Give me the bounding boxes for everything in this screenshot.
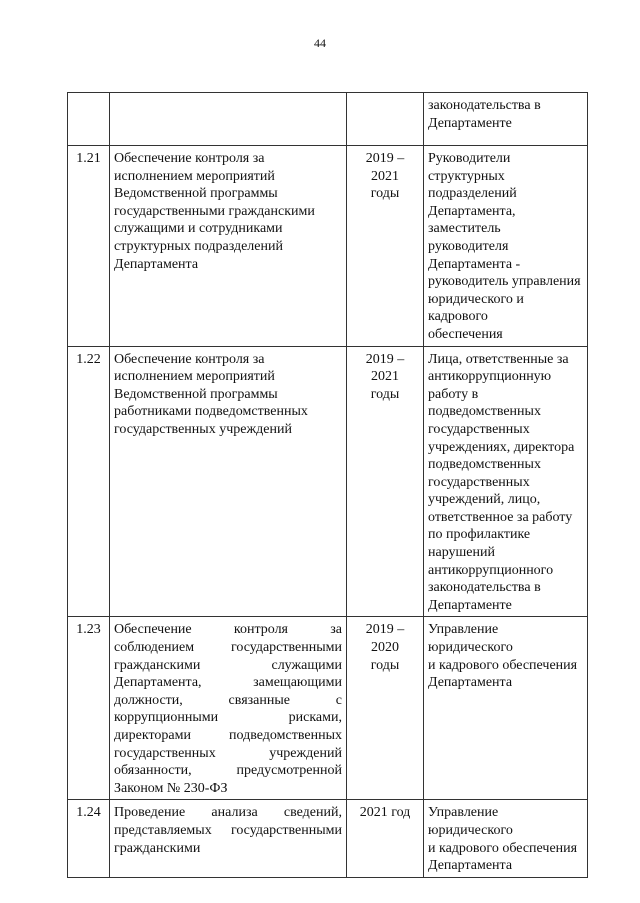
execution-period <box>347 93 424 146</box>
table-row <box>68 93 588 146</box>
table-row <box>68 146 588 347</box>
responsible-executors: Управление юридического и кадрового обеспечения Департамента <box>424 617 588 800</box>
responsible-executors: законодательства в Департаменте <box>424 93 588 146</box>
measure-description: Обеспечение контроля за соблюдением государственными гражданскими служащими Департамента, замещающими должности, связанные с коррупционными рисками, директорами подведомственных государственных учреждений обязанности, предусмотренной Законом № 230-ФЗ <box>110 617 347 800</box>
measure-description: Проведение анализа сведений, представляемых государственными гражданскими <box>110 800 347 877</box>
row-number <box>68 93 110 146</box>
measures-table <box>67 92 588 878</box>
responsible-executors: Лица, ответственные за антикоррупционную работу в подведомственных государственных учреждениях, директора подведомственных государственных учреждений, лицо, ответственное за работу по профилактике нарушений антикоррупционного законодательства в Департаменте <box>424 346 588 617</box>
measure-description <box>110 93 347 146</box>
measure-description: Обеспечение контроля за исполнением мероприятий Ведомственной программы государственными гражданскими служащими и сотрудниками структурных подразделений Департамента <box>110 146 347 347</box>
table-row <box>68 617 588 800</box>
execution-period: 2019 – 2020 годы <box>347 617 424 800</box>
row-number: 1.21 <box>68 146 110 347</box>
page-number: 44 <box>314 36 326 50</box>
row-number: 1.24 <box>68 800 110 877</box>
table-row <box>68 800 588 877</box>
execution-period: 2019 – 2021 годы <box>347 346 424 617</box>
row-number: 1.22 <box>68 346 110 617</box>
responsible-executors: Управление юридического и кадрового обеспечения Департамента <box>424 800 588 877</box>
execution-period: 2021 год <box>347 800 424 877</box>
row-number: 1.23 <box>68 617 110 800</box>
execution-period: 2019 – 2021 годы <box>347 146 424 347</box>
table-row <box>68 346 588 617</box>
measure-description: Обеспечение контроля за исполнением мероприятий Ведомственной программы работниками подведомственных государственных учреждений <box>110 346 347 617</box>
responsible-executors: Руководители структурных подразделений Департамента, заместитель руководителя Департамента - руководитель управления юридического и кадрового обеспечения <box>424 146 588 347</box>
